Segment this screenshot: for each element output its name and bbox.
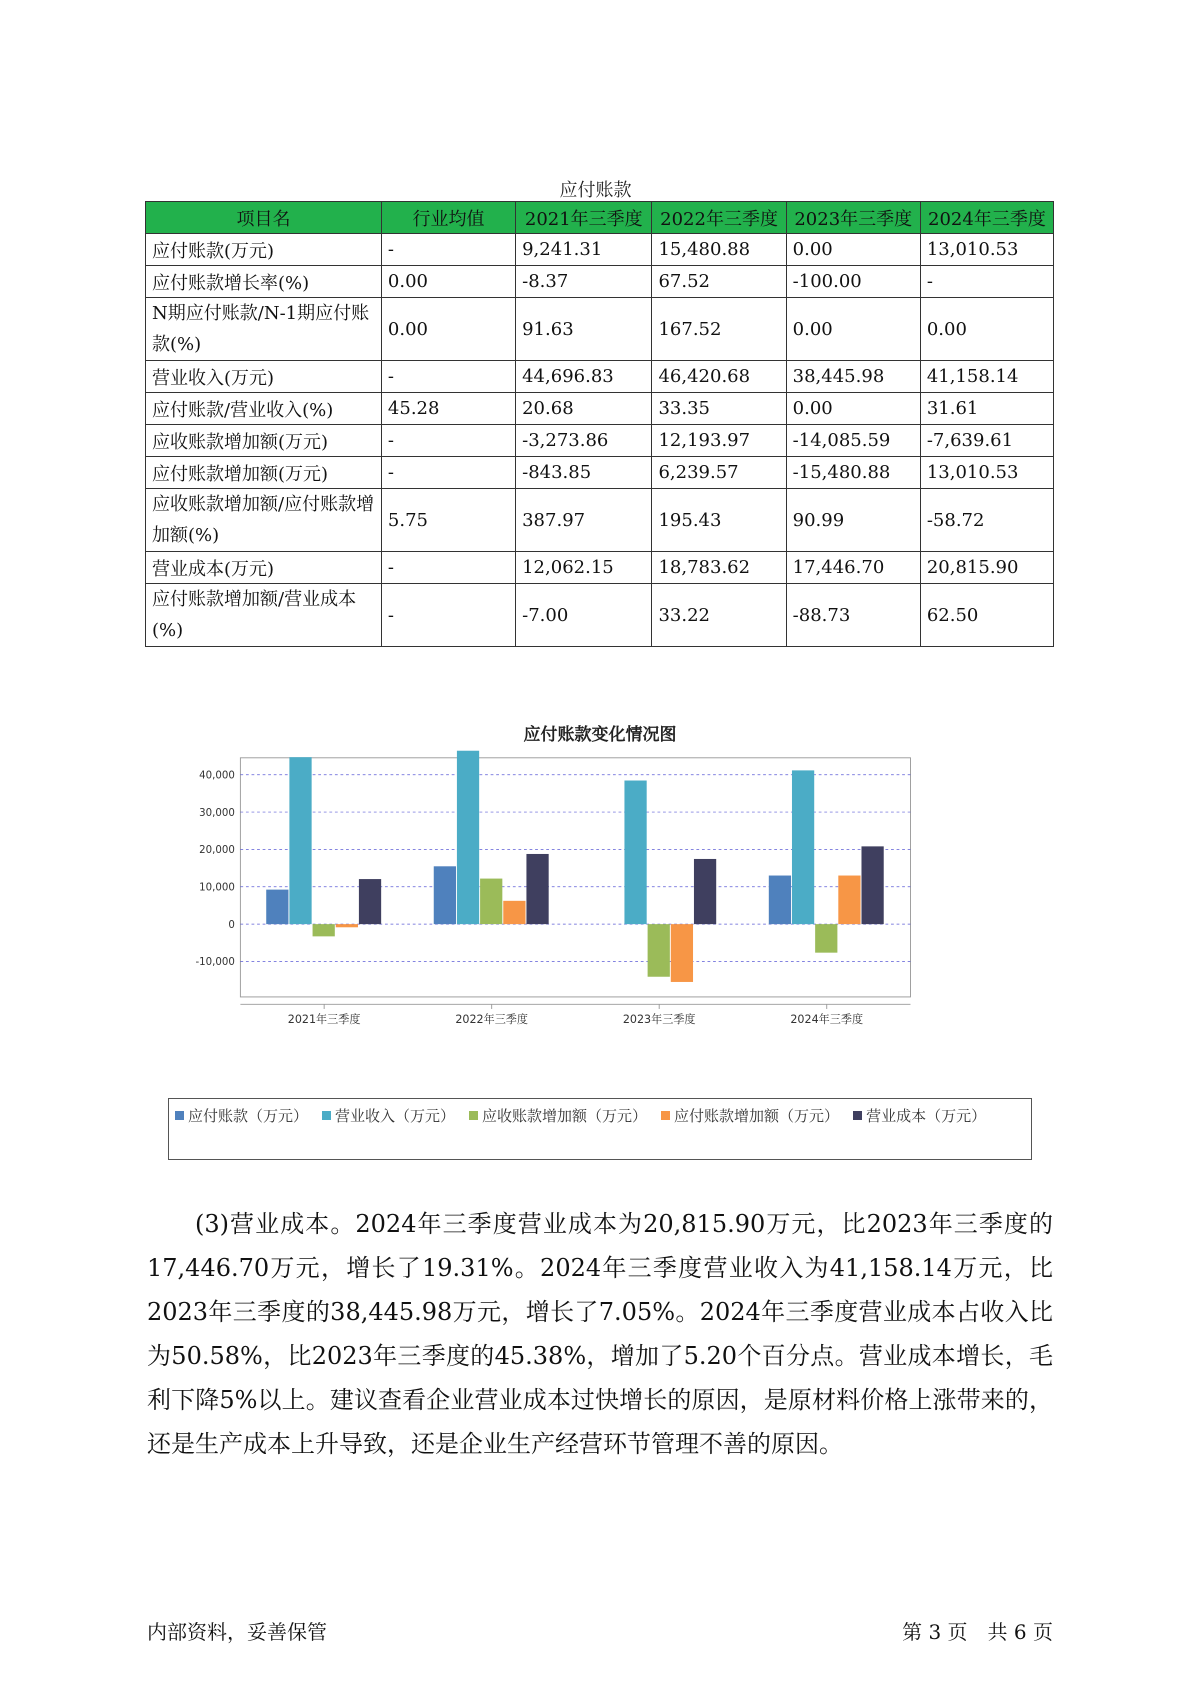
value-cell: -14,085.59 (786, 425, 920, 457)
value-cell: - (381, 234, 515, 266)
table-row (146, 361, 1054, 393)
y-tick-label: 30,000 (199, 807, 235, 819)
bar (526, 854, 548, 924)
value-cell: 0.00 (381, 266, 515, 298)
x-tick-label: 2023年三季度 (622, 1012, 696, 1026)
bar (266, 890, 288, 925)
bar-chart (150, 720, 1050, 1160)
value-cell: 13,010.53 (920, 457, 1053, 489)
legend-swatch (469, 1111, 478, 1120)
bar (313, 924, 335, 936)
value-cell: 38,445.98 (786, 361, 920, 393)
footer-confidential: 内部资料，妥善保管 (147, 1620, 327, 1644)
table-row (146, 489, 1054, 552)
value-cell: 90.99 (786, 489, 920, 552)
header-cell: 项目名 (146, 202, 382, 234)
legend-swatch (661, 1111, 670, 1120)
table-title: 应付账款 (559, 180, 632, 201)
table-row (146, 552, 1054, 584)
legend-swatch (322, 1111, 331, 1120)
table-row (146, 584, 1054, 647)
y-tick-label: -10,000 (195, 957, 235, 969)
value-cell: 31.61 (920, 393, 1053, 425)
value-cell: 0.00 (920, 298, 1053, 361)
chart-title: 应付账款变化情况图 (523, 725, 677, 745)
bar (838, 876, 860, 925)
bar (289, 757, 311, 924)
value-cell: 0.00 (786, 393, 920, 425)
value-cell: -88.73 (786, 584, 920, 647)
value-cell: 0.00 (786, 234, 920, 266)
legend-label: 应付账款增加额（万元） (674, 1107, 840, 1125)
table-row (146, 393, 1054, 425)
legend-item (853, 1103, 986, 1130)
legend-swatch (853, 1111, 862, 1120)
value-cell: - (381, 457, 515, 489)
value-cell: 33.22 (652, 584, 786, 647)
y-tick-label: 40,000 (199, 770, 235, 782)
value-cell: 167.52 (652, 298, 786, 361)
row-label-cell: 应收账款增加额/应付账款增加额(%) (146, 489, 382, 552)
value-cell: 62.50 (920, 584, 1053, 647)
paragraph-text: (3)营业成本。2024年三季度营业成本为20,815.90万元，比2023年三季度的17,446.70万元，增长了19.31%。2024年三季度营业收入为41,158.14万元，比2023年三季度的38,445.98万元，增长了7.05%。2024年三季度营业成本占收入比为50.58%，比2023年三季度的45.38%，增加了5.20个百分点。营业成本增长，毛利下降5%以上。建议查看企业营业成本过快增长的原因，是原材料价格上涨带来的，还是生产成本上升导致，还是企业生产经营环节管理不善的原因。 (147, 1210, 1053, 1458)
value-cell: 44,696.83 (516, 361, 652, 393)
legend-item (661, 1103, 839, 1130)
value-cell: 67.52 (652, 266, 786, 298)
value-cell: - (381, 425, 515, 457)
table-row (146, 266, 1054, 298)
bar (769, 876, 791, 925)
bar (815, 924, 837, 953)
value-cell: 12,193.97 (652, 425, 786, 457)
value-cell: 91.63 (516, 298, 652, 361)
legend-item (322, 1103, 455, 1130)
y-tick-label: 0 (228, 919, 235, 931)
bar (861, 846, 883, 924)
table-row (146, 234, 1054, 266)
x-tick-label: 2021年三季度 (287, 1012, 361, 1026)
value-cell: - (920, 266, 1053, 298)
y-tick-label: 20,000 (199, 845, 235, 857)
legend-item (175, 1103, 308, 1130)
value-cell: 195.43 (652, 489, 786, 552)
bar (694, 859, 716, 924)
row-label-cell: 应付账款/营业收入(%) (146, 393, 382, 425)
value-cell: 17,446.70 (786, 552, 920, 584)
row-label-cell: 应付账款增加额/营业成本(%) (146, 584, 382, 647)
legend-label: 营业成本（万元） (866, 1107, 987, 1125)
legend-label: 营业收入（万元） (335, 1107, 456, 1125)
bar (434, 866, 456, 924)
value-cell: -8.37 (516, 266, 652, 298)
value-cell: 13,010.53 (920, 234, 1053, 266)
header-cell: 行业均值 (381, 202, 515, 234)
value-cell: -15,480.88 (786, 457, 920, 489)
x-tick-label: 2024年三季度 (790, 1012, 864, 1026)
value-cell: 20.68 (516, 393, 652, 425)
table-row (146, 298, 1054, 361)
bar (671, 924, 693, 982)
legend-item (469, 1103, 647, 1130)
header-cell: 2023年三季度 (786, 202, 920, 234)
value-cell: 41,158.14 (920, 361, 1053, 393)
header-cell: 2022年三季度 (652, 202, 786, 234)
value-cell: 20,815.90 (920, 552, 1053, 584)
value-cell: 6,239.57 (652, 457, 786, 489)
analysis-paragraph (147, 1202, 1053, 1466)
header-cell: 2021年三季度 (516, 202, 652, 234)
bar (480, 879, 502, 925)
chart-svg (150, 730, 1050, 1110)
value-cell: 5.75 (381, 489, 515, 552)
bar (792, 770, 814, 924)
table-row (146, 457, 1054, 489)
x-tick-label: 2022年三季度 (455, 1012, 529, 1026)
chart-legend (168, 1098, 1032, 1160)
value-cell: -3,273.86 (516, 425, 652, 457)
bar (503, 901, 525, 924)
row-label-cell: N期应付账款/N-1期应付账款(%) (146, 298, 382, 361)
table-row (146, 425, 1054, 457)
value-cell: - (381, 552, 515, 584)
legend-swatch (175, 1111, 184, 1120)
bar (359, 879, 381, 924)
legend-label: 应收账款增加额（万元） (482, 1107, 648, 1125)
bar (457, 751, 479, 924)
footer-page-number: 第 3 页 共 6 页 (902, 1620, 1053, 1644)
value-cell: 46,420.68 (652, 361, 786, 393)
value-cell: - (381, 361, 515, 393)
bar (648, 924, 670, 977)
y-tick-label: 10,000 (199, 882, 235, 894)
header-cell: 2024年三季度 (920, 202, 1053, 234)
row-label-cell: 应付账款增加额(万元) (146, 457, 382, 489)
value-cell: 33.35 (652, 393, 786, 425)
bar (336, 924, 358, 927)
value-cell: 12,062.15 (516, 552, 652, 584)
value-cell: 18,783.62 (652, 552, 786, 584)
value-cell: 15,480.88 (652, 234, 786, 266)
row-label-cell: 营业收入(万元) (146, 361, 382, 393)
legend-label: 应付账款（万元） (188, 1107, 309, 1125)
row-label-cell: 营业成本(万元) (146, 552, 382, 584)
bar (624, 781, 646, 925)
row-label-cell: 应付账款增长率(%) (146, 266, 382, 298)
value-cell: 0.00 (786, 298, 920, 361)
value-cell: 45.28 (381, 393, 515, 425)
value-cell: -843.85 (516, 457, 652, 489)
row-label-cell: 应收账款增加额(万元) (146, 425, 382, 457)
value-cell: 0.00 (381, 298, 515, 361)
accounts-payable-table (145, 201, 1054, 647)
value-cell: -7,639.61 (920, 425, 1053, 457)
row-label-cell: 应付账款(万元) (146, 234, 382, 266)
value-cell: - (381, 584, 515, 647)
value-cell: -100.00 (786, 266, 920, 298)
table-header-row (146, 202, 1054, 234)
value-cell: 9,241.31 (516, 234, 652, 266)
value-cell: 387.97 (516, 489, 652, 552)
value-cell: -7.00 (516, 584, 652, 647)
value-cell: -58.72 (920, 489, 1053, 552)
